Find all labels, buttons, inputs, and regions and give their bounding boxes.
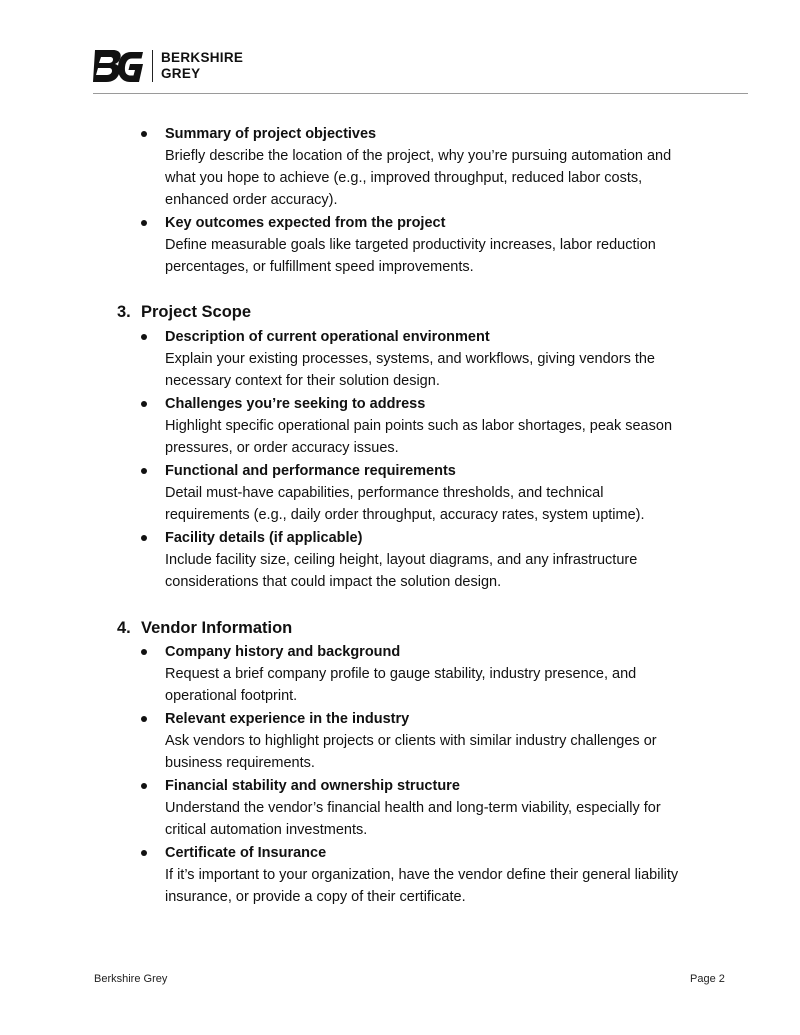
section-heading-project-scope (117, 301, 251, 323)
item-text: Detail must-have capabilities, performance thresholds, and technical (165, 485, 604, 501)
item-text: necessary context for their solution design. (165, 373, 440, 389)
bullet-icon (141, 220, 147, 226)
item-title: Certificate of Insurance (165, 845, 327, 861)
section-title: Vendor Information (141, 619, 293, 637)
item-text: Highlight specific operational pain points such as labor shortages, peak season (165, 418, 673, 434)
item-text: Briefly describe the location of the project, why you’re pursuing automation and (165, 148, 672, 164)
item-text: If it’s important to your organization, have the vendor define their general liability (165, 867, 679, 883)
berkshire-grey-logo-icon (93, 46, 145, 86)
section-number: 4. (117, 619, 131, 637)
item-title: Summary of project objectives (165, 126, 377, 142)
item-text: considerations that could impact the solution design. (165, 574, 502, 590)
logo-line-1: BERKSHIRE (161, 50, 244, 65)
header-rule (93, 93, 748, 94)
footer-company-name: Berkshire Grey (94, 973, 168, 985)
logo-wordmark (161, 50, 243, 82)
item-text: what you hope to achieve (e.g., improved throughput, reduced labor costs, (165, 170, 643, 186)
bullet-icon (141, 535, 147, 541)
item-text: Understand the vendor’s financial health and long-term viability, especially for (165, 800, 661, 816)
bullet-icon (141, 649, 147, 655)
bullet-icon (141, 401, 147, 407)
footer-page-number: Page 2 (690, 973, 725, 985)
item-title: Financial stability and ownership structure (165, 778, 460, 794)
logo-divider (152, 50, 153, 82)
item-title: Functional and performance requirements (165, 463, 456, 479)
page-header (93, 46, 748, 94)
item-text: Explain your existing processes, systems, and workflows, giving vendors the (165, 351, 655, 367)
item-title: Description of current operational environment (165, 329, 490, 345)
item-text: Request a brief company profile to gauge stability, industry presence, and (165, 666, 637, 682)
item-text: pressures, or order accuracy issues. (165, 440, 399, 456)
logo-line-2: GREY (161, 66, 201, 81)
item-text: insurance, or provide a copy of their certificate. (165, 889, 466, 905)
item-text: business requirements. (165, 755, 315, 771)
item-text: percentages, or fulfillment speed improvements. (165, 259, 474, 275)
item-title: Facility details (if applicable) (165, 530, 363, 546)
item-text: critical automation investments. (165, 822, 368, 838)
item-text: Ask vendors to highlight projects or clients with similar industry challenges or (165, 733, 657, 749)
item-title: Key outcomes expected from the project (165, 215, 446, 231)
bullet-icon (141, 850, 147, 856)
item-text: Define measurable goals like targeted productivity increases, labor reduction (165, 237, 656, 253)
item-text: operational footprint. (165, 688, 298, 704)
bullet-icon (141, 131, 147, 137)
section-heading-vendor-information (117, 617, 292, 639)
bullet-icon (141, 334, 147, 340)
section-title: Project Scope (141, 303, 252, 321)
item-title: Company history and background (165, 644, 401, 660)
section-number: 3. (117, 303, 131, 321)
item-text: Include facility size, ceiling height, layout diagrams, and any infrastructure (165, 552, 638, 568)
bullet-icon (141, 468, 147, 474)
item-title: Relevant experience in the industry (165, 711, 410, 727)
item-text: enhanced order accuracy). (165, 192, 338, 208)
bullet-icon (141, 716, 147, 722)
bullet-icon (141, 783, 147, 789)
item-text: requirements (e.g., daily order throughput, accuracy rates, system uptime). (165, 507, 645, 523)
item-title: Challenges you’re seeking to address (165, 396, 426, 412)
